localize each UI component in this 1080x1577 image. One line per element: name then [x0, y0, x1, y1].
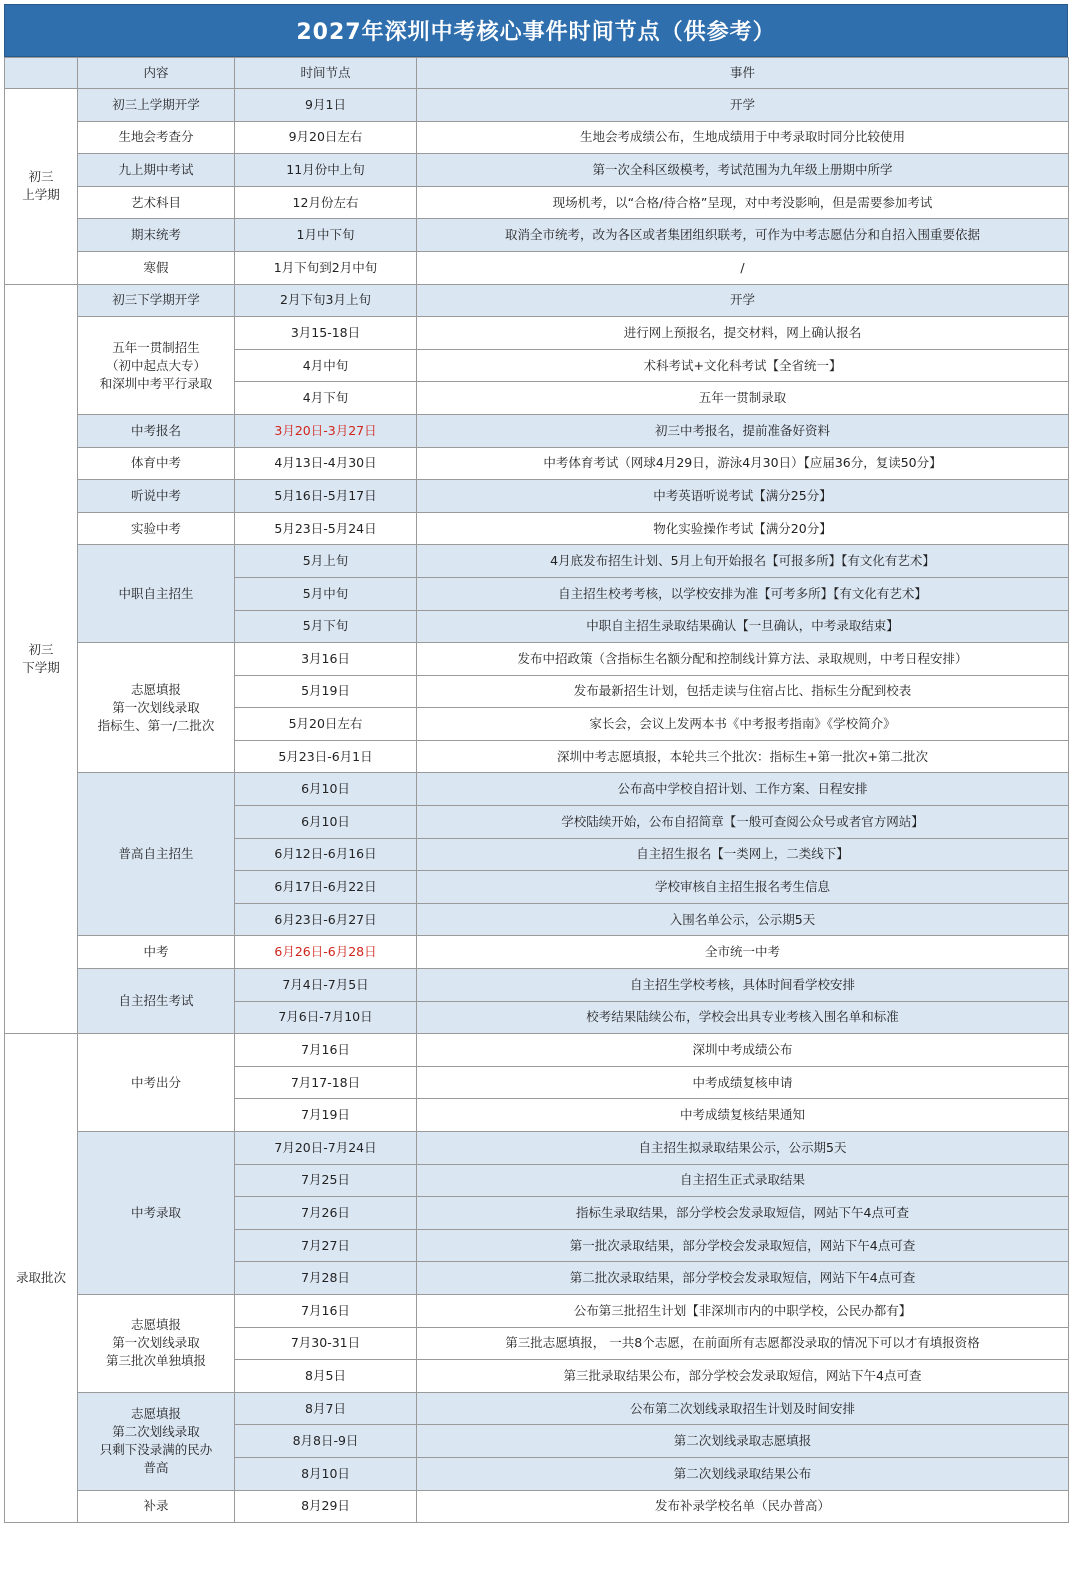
table-header-row [5, 58, 1069, 89]
time-cell: 9月20日左右 [235, 121, 417, 154]
table-row [5, 1034, 1069, 1067]
time-cell: 7月16日 [235, 1294, 417, 1327]
time-cell: 6月10日 [235, 773, 417, 806]
event-cell: 学校陆续开始，公布自招简章【一般可查阅公众号或者官方网站】 [417, 806, 1069, 839]
time-cell: 9月1日 [235, 89, 417, 122]
event-cell: 开学 [417, 284, 1069, 317]
time-cell: 8月5日 [235, 1360, 417, 1393]
event-cell: 五年一贯制录取 [417, 382, 1069, 415]
time-cell: 4月中旬 [235, 349, 417, 382]
time-cell: 5月中旬 [235, 577, 417, 610]
content-label: 志愿填报 第二次划线录取 只剩下没录满的民办 普高 [78, 1392, 235, 1490]
content-label: 生地会考查分 [78, 121, 235, 154]
header-event: 事件 [417, 58, 1069, 89]
table-row [5, 643, 1069, 676]
table-row [5, 773, 1069, 806]
time-cell: 8月29日 [235, 1490, 417, 1523]
content-label: 九上期中考试 [78, 154, 235, 187]
table-row [5, 1490, 1069, 1523]
time-cell: 3月16日 [235, 643, 417, 676]
content-label: 初三上学期开学 [78, 89, 235, 122]
time-cell: 5月20日左右 [235, 708, 417, 741]
time-cell: 4月下旬 [235, 382, 417, 415]
content-label: 志愿填报 第一次划线录取 指标生、第一/二批次 [78, 643, 235, 773]
table-row [5, 121, 1069, 154]
event-cell: 第二次划线录取结果公布 [417, 1457, 1069, 1490]
time-cell: 7月25日 [235, 1164, 417, 1197]
time-cell: 1月下旬到2月中旬 [235, 251, 417, 284]
time-cell: 4月13日-4月30日 [235, 447, 417, 480]
time-cell: 5月23日-5月24日 [235, 512, 417, 545]
content-label: 寒假 [78, 251, 235, 284]
event-cell: 家长会，会议上发两本书《中考报考指南》《学校简介》 [417, 708, 1069, 741]
content-label: 中考报名 [78, 414, 235, 447]
time-cell: 1月中下旬 [235, 219, 417, 252]
time-cell: 7月4日-7月5日 [235, 969, 417, 1002]
content-label: 初三下学期开学 [78, 284, 235, 317]
table-row [5, 936, 1069, 969]
time-cell: 8月8日-9日 [235, 1425, 417, 1458]
time-cell: 7月19日 [235, 1099, 417, 1132]
table-row [5, 1294, 1069, 1327]
content-label: 志愿填报 第一次划线录取 第三批次单独填报 [78, 1294, 235, 1392]
time-cell: 5月23日-6月1日 [235, 740, 417, 773]
header-content: 内容 [78, 58, 235, 89]
event-cell: 公布高中学校自招计划、工作方案、日程安排 [417, 773, 1069, 806]
content-label: 体育中考 [78, 447, 235, 480]
timeline-table [4, 57, 1069, 1523]
event-cell: 自主招生拟录取结果公示，公示期5天 [417, 1132, 1069, 1165]
event-cell: 指标生录取结果，部分学校会发录取短信，网站下午4点可查 [417, 1197, 1069, 1230]
time-cell: 5月下旬 [235, 610, 417, 643]
event-cell: 第三批录取结果公布，部分学校会发录取短信，网站下午4点可查 [417, 1360, 1069, 1393]
event-cell: 自主招生校考考核，以学校安排为准【可考多所】【有文化有艺术】 [417, 577, 1069, 610]
event-cell: 中考体育考试（网球4月29日，游泳4月30日）【应届36分，复读50分】 [417, 447, 1069, 480]
time-cell: 7月17-18日 [235, 1066, 417, 1099]
content-label: 自主招生考试 [78, 969, 235, 1034]
event-cell: 生地会考成绩公布，生地成绩用于中考录取时同分比较使用 [417, 121, 1069, 154]
event-cell: 校考结果陆续公布，学校会出具专业考核入围名单和标准 [417, 1001, 1069, 1034]
event-cell: / [417, 251, 1069, 284]
event-cell: 第一批次录取结果，部分学校会发录取短信，网站下午4点可查 [417, 1229, 1069, 1262]
event-cell: 第一次全科区级模考，考试范围为九年级上册期中所学 [417, 154, 1069, 187]
event-cell: 4月底发布招生计划、5月上旬开始报名【可报多所】【有文化有艺术】 [417, 545, 1069, 578]
timeline-document [4, 4, 1068, 1523]
time-cell: 3月15-18日 [235, 317, 417, 350]
event-cell: 发布中招政策（含指标生名额分配和控制线计算方法、录取规则，中考日程安排） [417, 643, 1069, 676]
table-row [5, 414, 1069, 447]
table-row [5, 251, 1069, 284]
event-cell: 发布最新招生计划，包括走读与住宿占比、指标生分配到校表 [417, 675, 1069, 708]
event-cell: 自主招生正式录取结果 [417, 1164, 1069, 1197]
content-label: 听说中考 [78, 480, 235, 513]
time-cell: 7月6日-7月10日 [235, 1001, 417, 1034]
event-cell: 公布第二次划线录取招生计划及时间安排 [417, 1392, 1069, 1425]
event-cell: 第二次划线录取志愿填报 [417, 1425, 1069, 1458]
time-cell: 7月16日 [235, 1034, 417, 1067]
table-row [5, 89, 1069, 122]
section-label: 录取批次 [5, 1034, 78, 1523]
event-cell: 开学 [417, 89, 1069, 122]
time-cell: 7月30-31日 [235, 1327, 417, 1360]
header-time: 时间节点 [235, 58, 417, 89]
header-section-cell [5, 58, 78, 89]
table-row [5, 1132, 1069, 1165]
time-cell: 6月12日-6月16日 [235, 838, 417, 871]
content-label: 普高自主招生 [78, 773, 235, 936]
time-cell: 2月下旬3月上旬 [235, 284, 417, 317]
table-row [5, 512, 1069, 545]
content-label: 期末统考 [78, 219, 235, 252]
event-cell: 第二批次录取结果，部分学校会发录取短信，网站下午4点可查 [417, 1262, 1069, 1295]
event-cell: 自主招生学校考核，具体时间看学校安排 [417, 969, 1069, 1002]
table-row [5, 969, 1069, 1002]
table-row [5, 447, 1069, 480]
time-cell: 3月20日-3月27日 [235, 414, 417, 447]
time-cell: 5月19日 [235, 675, 417, 708]
event-cell: 进行网上预报名，提交材料，网上确认报名 [417, 317, 1069, 350]
content-label: 中职自主招生 [78, 545, 235, 643]
event-cell: 术科考试+文化科考试【全省统一】 [417, 349, 1069, 382]
event-cell: 深圳中考成绩公布 [417, 1034, 1069, 1067]
time-cell: 8月10日 [235, 1457, 417, 1490]
time-cell: 7月27日 [235, 1229, 417, 1262]
table-row [5, 154, 1069, 187]
content-label: 实验中考 [78, 512, 235, 545]
section-label: 初三 下学期 [5, 284, 78, 1034]
content-label: 中考录取 [78, 1132, 235, 1295]
event-cell: 取消全市统考，改为各区或者集团组织联考，可作为中考志愿估分和自招入围重要依据 [417, 219, 1069, 252]
table-row [5, 545, 1069, 578]
time-cell: 11月份中上旬 [235, 154, 417, 187]
time-cell: 7月20日-7月24日 [235, 1132, 417, 1165]
event-cell: 现场机考，以“合格/待合格”呈现，对中考没影响，但是需要参加考试 [417, 186, 1069, 219]
time-cell: 6月26日-6月28日 [235, 936, 417, 969]
page-title: 2027年深圳中考核心事件时间节点（供参考） [4, 4, 1068, 57]
time-cell: 6月17日-6月22日 [235, 871, 417, 904]
time-cell: 6月23日-6月27日 [235, 903, 417, 936]
event-cell: 深圳中考志愿填报，本轮共三个批次：指标生+第一批次+第二批次 [417, 740, 1069, 773]
table-row [5, 219, 1069, 252]
content-label: 中考出分 [78, 1034, 235, 1132]
table-row [5, 1392, 1069, 1425]
table-row [5, 284, 1069, 317]
table-row [5, 317, 1069, 350]
content-label: 补录 [78, 1490, 235, 1523]
time-cell: 5月上旬 [235, 545, 417, 578]
table-row [5, 186, 1069, 219]
time-cell: 8月7日 [235, 1392, 417, 1425]
event-cell: 中考成绩复核结果通知 [417, 1099, 1069, 1132]
event-cell: 公布第三批招生计划【非深圳市内的中职学校，公民办都有】 [417, 1294, 1069, 1327]
section-label: 初三 上学期 [5, 89, 78, 285]
time-cell: 7月28日 [235, 1262, 417, 1295]
event-cell: 发布补录学校名单（民办普高） [417, 1490, 1069, 1523]
event-cell: 中职自主招生录取结果确认【一旦确认，中考录取结束】 [417, 610, 1069, 643]
time-cell: 7月26日 [235, 1197, 417, 1230]
event-cell: 全市统一中考 [417, 936, 1069, 969]
time-cell: 6月10日 [235, 806, 417, 839]
time-cell: 12月份左右 [235, 186, 417, 219]
table-row [5, 480, 1069, 513]
event-cell: 入围名单公示，公示期5天 [417, 903, 1069, 936]
event-cell: 自主招生报名【一类网上，二类线下】 [417, 838, 1069, 871]
content-label: 艺术科目 [78, 186, 235, 219]
event-cell: 初三中考报名，提前准备好资料 [417, 414, 1069, 447]
event-cell: 第三批志愿填报， 一共8个志愿，在前面所有志愿都没录取的情况下可以才有填报资格 [417, 1327, 1069, 1360]
content-label: 中考 [78, 936, 235, 969]
event-cell: 学校审核自主招生报名考生信息 [417, 871, 1069, 904]
event-cell: 中考英语听说考试【满分25分】 [417, 480, 1069, 513]
time-cell: 5月16日-5月17日 [235, 480, 417, 513]
event-cell: 物化实验操作考试【满分20分】 [417, 512, 1069, 545]
event-cell: 中考成绩复核申请 [417, 1066, 1069, 1099]
content-label: 五年一贯制招生 （初中起点大专） 和深圳中考平行录取 [78, 317, 235, 415]
